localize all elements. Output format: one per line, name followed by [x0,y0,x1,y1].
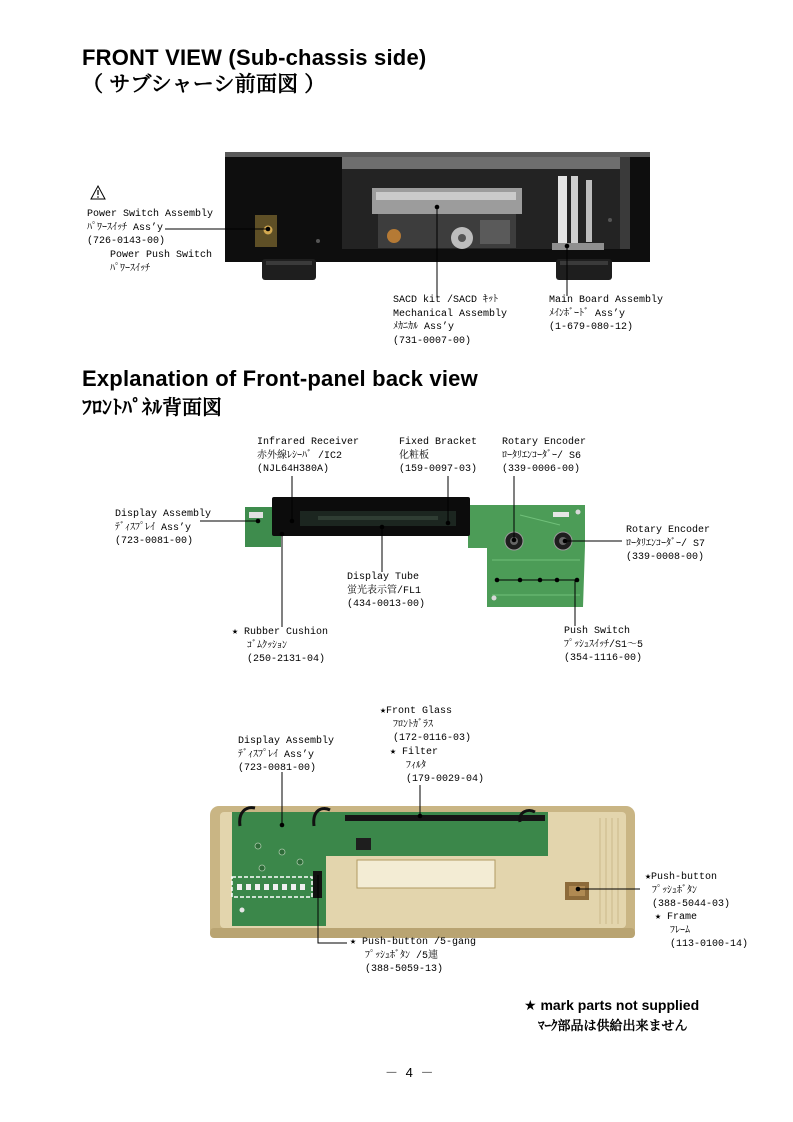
label-line: 赤外線ﾚｼｰﾊﾞ /IC2 [257,450,343,462]
label-line: ★ Frame [655,912,698,923]
not-supplied-note-jp: ﾏｰｸ部品は供給出来ません [538,1018,688,1033]
label-power-push-switch [110,249,212,276]
label-line: (339-0006-00) [502,464,581,475]
label-line: (113-0100-14) [670,939,749,950]
label-line: ﾌｨﾙﾀ [406,760,426,772]
label-line: (250-2131-04) [247,654,326,665]
label-line: Display Assembly [238,736,335,747]
label-line: Fixed Bracket [399,437,478,448]
label-line: ★Front Glass [380,706,453,717]
encoder-switch-board [468,505,585,607]
label-line: ｺﾞﾑｸｯｼｮﾝ [247,640,287,652]
label-line: ★ Filter [390,747,439,758]
label-rotary-encoder-s6 [502,436,586,477]
label-line: Display Tube [347,572,420,583]
frame-window [357,860,495,888]
label-line: (159-0097-03) [399,464,478,475]
label-line: ﾒｲﾝﾎﾞｰﾄﾞ Ass’y [549,308,626,320]
label-line: ﾌﾟｯｼｭﾎﾞﾀﾝ /5連 [365,950,439,962]
sacd-mechanism [372,188,522,249]
front-glass-strip [345,815,545,821]
label-frame [655,911,748,952]
label-line: ﾃﾞｨｽﾌﾟﾚｲ Ass’y [115,522,192,534]
label-line: Mechanical Assembly [393,308,508,320]
label-line: (434-0013-00) [347,599,426,610]
label-infrared-receiver [257,436,359,477]
label-line: Push Switch [564,626,631,637]
section2-subtitle: ﾌﾛﾝﾄﾊﾟﾈﾙ背面図 [82,397,222,419]
label-line: (179-0029-04) [406,774,485,785]
label-line: Power Push Switch [110,250,213,261]
label-line: (723-0081-00) [115,536,194,547]
page-number: － 4 － [385,1065,436,1080]
label-display-tube [347,571,425,612]
label-line: (388-5059-13) [365,964,444,975]
label-line: ﾌﾟｯｼｭﾎﾞﾀﾝ [652,885,697,897]
label-line: 蛍光表示管/FL1 [347,585,422,597]
section2-title: Explanation of Front-panel back view [82,366,478,391]
label-line: ﾛｰﾀﾘｴﾝｺｰﾀﾞｰ/ S6 [502,450,582,462]
label-line: (NJL64H380A) [257,464,330,475]
label-display-assembly-2 [238,735,334,776]
front-panel-frame-photo [210,806,635,938]
label-line: ﾒｶﾆｶﾙ Ass’y [393,322,455,333]
label-line: SACD kit /SACD ｷｯﾄ [393,295,499,306]
label-line: 化粧板 [399,450,429,462]
label-power-switch-assembly [87,208,213,249]
label-filter [390,746,484,787]
label-line: (388-5044-03) [652,899,731,910]
label-line: Rotary Encoder [626,525,711,536]
warning-triangle-icon [91,186,105,199]
label-line: ﾃﾞｨｽﾌﾟﾚｲ Ass’y [238,749,315,761]
label-push-button-5gang [350,936,476,977]
label-line: ★ Push-button /5-gang [350,937,477,948]
label-line: ﾊﾟﾜｰｽｲｯﾁ Ass’y [87,222,164,234]
section1-title: FRONT VIEW (Sub-chassis side) [82,45,427,70]
label-line: (172-0116-03) [393,733,472,744]
label-line: (354-1116-00) [564,653,643,664]
label-main-board-assembly [549,294,663,335]
label-line: Infrared Receiver [257,437,360,448]
label-line: (731-0007-00) [393,335,472,347]
label-line: ﾌﾟｯｼｭｽｲｯﾁ/S1～5 [564,639,644,651]
label-line: (1-679-080-12) [549,322,634,333]
label-line: ﾛｰﾀﾘｴﾝｺｰﾀﾞｰ/ S7 [626,538,706,550]
label-line: (339-0008-00) [626,552,705,563]
label-fixed-bracket [399,436,477,477]
section1-subtitle: （ サブシャーシ前面図 ） [82,73,326,96]
label-line: Rotary Encoder [502,437,587,448]
label-sacd-kit [393,294,507,348]
label-push-button [645,871,730,912]
label-line: Power Switch Assembly [87,209,214,220]
not-supplied-note: ★ mark parts not supplied [524,997,700,1013]
label-line: ﾌﾛﾝﾄｶﾞﾗｽ [393,719,433,731]
label-front-glass [380,705,471,746]
label-line: ★Push-button [645,872,718,883]
label-rotary-encoder-s7 [626,524,710,565]
label-rubber-cushion [232,626,328,667]
label-push-switch [564,625,643,666]
label-line: (726-0143-00) [87,236,166,247]
label-line: Main Board Assembly [549,295,664,306]
label-line: ﾌﾚｰﾑ [670,925,690,937]
label-line: (723-0081-00) [238,763,317,774]
label-line: ﾊﾟﾜｰｽｲｯﾁ [110,263,150,275]
label-line: ★ Rubber Cushion [232,627,329,638]
power-switch-board [255,215,277,247]
label-line: Display Assembly [115,509,212,520]
label-display-assembly-1 [115,508,211,549]
